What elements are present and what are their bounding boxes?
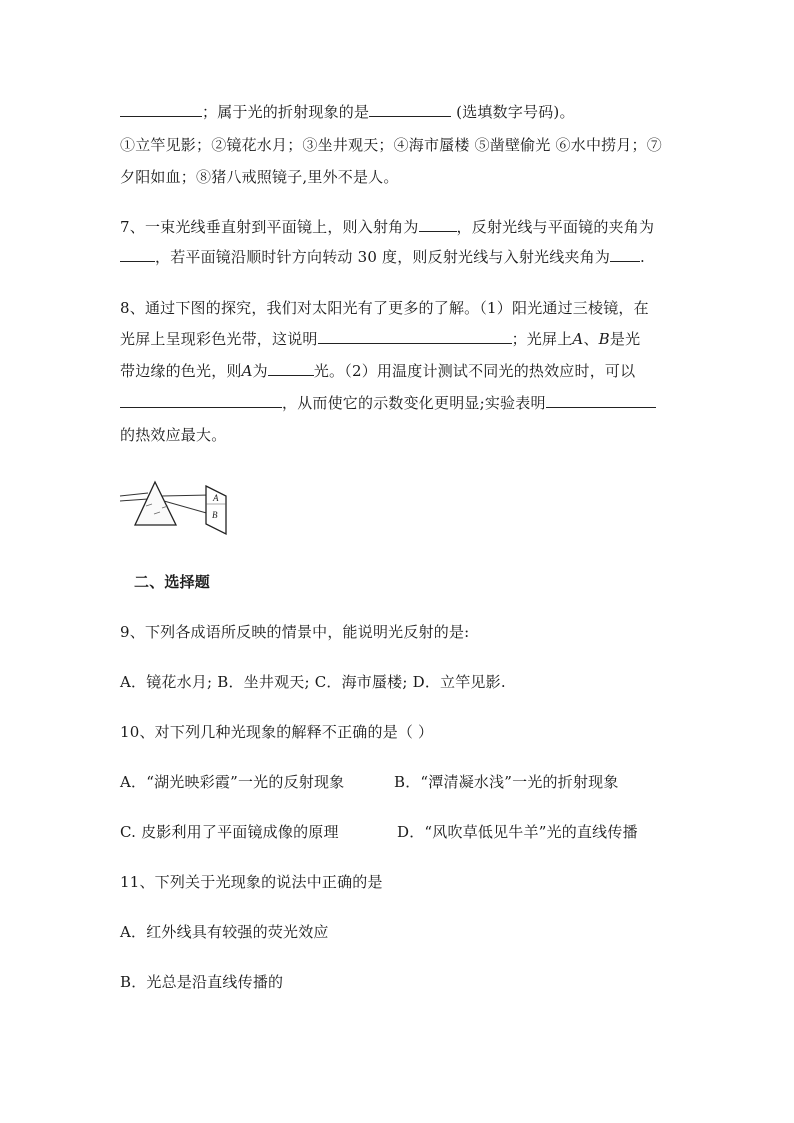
q9-options: A．镜花水月; B．坐井观天; C．海市蜃楼; D．立竿见影. — [120, 673, 506, 691]
answer-blank[interactable] — [610, 247, 640, 262]
screen-label-b: B — [212, 510, 218, 520]
answer-blank[interactable] — [120, 393, 282, 408]
incident-light-ray — [120, 493, 148, 496]
q10-option-c: C. 皮影利用了平面镜成像的原理 — [120, 823, 339, 841]
q8-line5: 的热效应最大。 — [120, 426, 227, 444]
q11-option-b: B．光总是沿直线传播的 — [120, 973, 284, 991]
q8-line3: 带边缘的色光，则A为 光。（2）用温度计测试不同光的热效应时，可以 — [120, 362, 636, 380]
q11-option-a: A．红外线具有较强的荧光效应 — [120, 923, 329, 941]
q10-option-d: D．“风吹草低见牛羊”光的直线传播 — [397, 823, 638, 841]
prism-diagram — [118, 474, 248, 544]
answer-blank[interactable] — [120, 247, 155, 262]
answer-blank[interactable] — [419, 217, 457, 232]
q10-stem: 10、对下列几种光现象的解释不正确的是（ ） — [120, 723, 434, 741]
q8-line1: 8、通过下图的探究，我们对太阳光有了更多的了解。（1）阳光通过三棱镜，在 — [120, 299, 649, 317]
answer-blank[interactable] — [369, 102, 451, 117]
q7-line2: ，若平面镜沿顺时针方向转动 30 度，则反射光线与入射光线夹角为 . — [120, 246, 645, 267]
q10-option-b: B．“潭清凝水浅”一光的折射现象 — [394, 773, 619, 791]
answer-blank[interactable] — [546, 393, 656, 408]
incident-light-ray — [120, 499, 148, 501]
q6-line3: 夕阳如血；⑧猪八戒照镜子,里外不是人。 — [120, 168, 399, 186]
q6-line1: ；属于光的折射现象的是 (选填数字号码)。 — [120, 101, 575, 122]
screen-label-a: A — [213, 493, 219, 503]
q6-line2: ①立竿见影；②镜花水月；③坐井观天；④海市蜃楼 ⑤凿壁偷光 ⑥水中捞月；⑦ — [120, 136, 662, 154]
answer-blank[interactable] — [318, 329, 512, 344]
refracted-ray-bottom — [164, 501, 210, 514]
q8-line2: 光屏上呈现彩色光带，这说明 ；光屏上A、B是光 — [120, 330, 641, 348]
answer-blank[interactable] — [268, 361, 314, 376]
q11-stem: 11、下列关于光现象的说法中正确的是 — [120, 873, 383, 891]
q9-stem: 9、下列各成语所反映的情景中，能说明光反射的是: — [120, 623, 470, 641]
q7-line1: 7、一束光线垂直射到平面镜上，则入射角为 ，反射光线与平面镜的夹角为 — [120, 218, 655, 236]
answer-blank[interactable] — [120, 102, 202, 117]
section-title: 二、选择题 — [134, 573, 211, 591]
q10-option-a: A．“湖光映彩霞”一光的反射现象 — [120, 773, 345, 791]
refracted-ray-top — [162, 495, 210, 496]
prism-triangle — [135, 482, 176, 525]
q8-line4: ，从而使它的示数变化更明显;实验表明 — [120, 392, 656, 413]
